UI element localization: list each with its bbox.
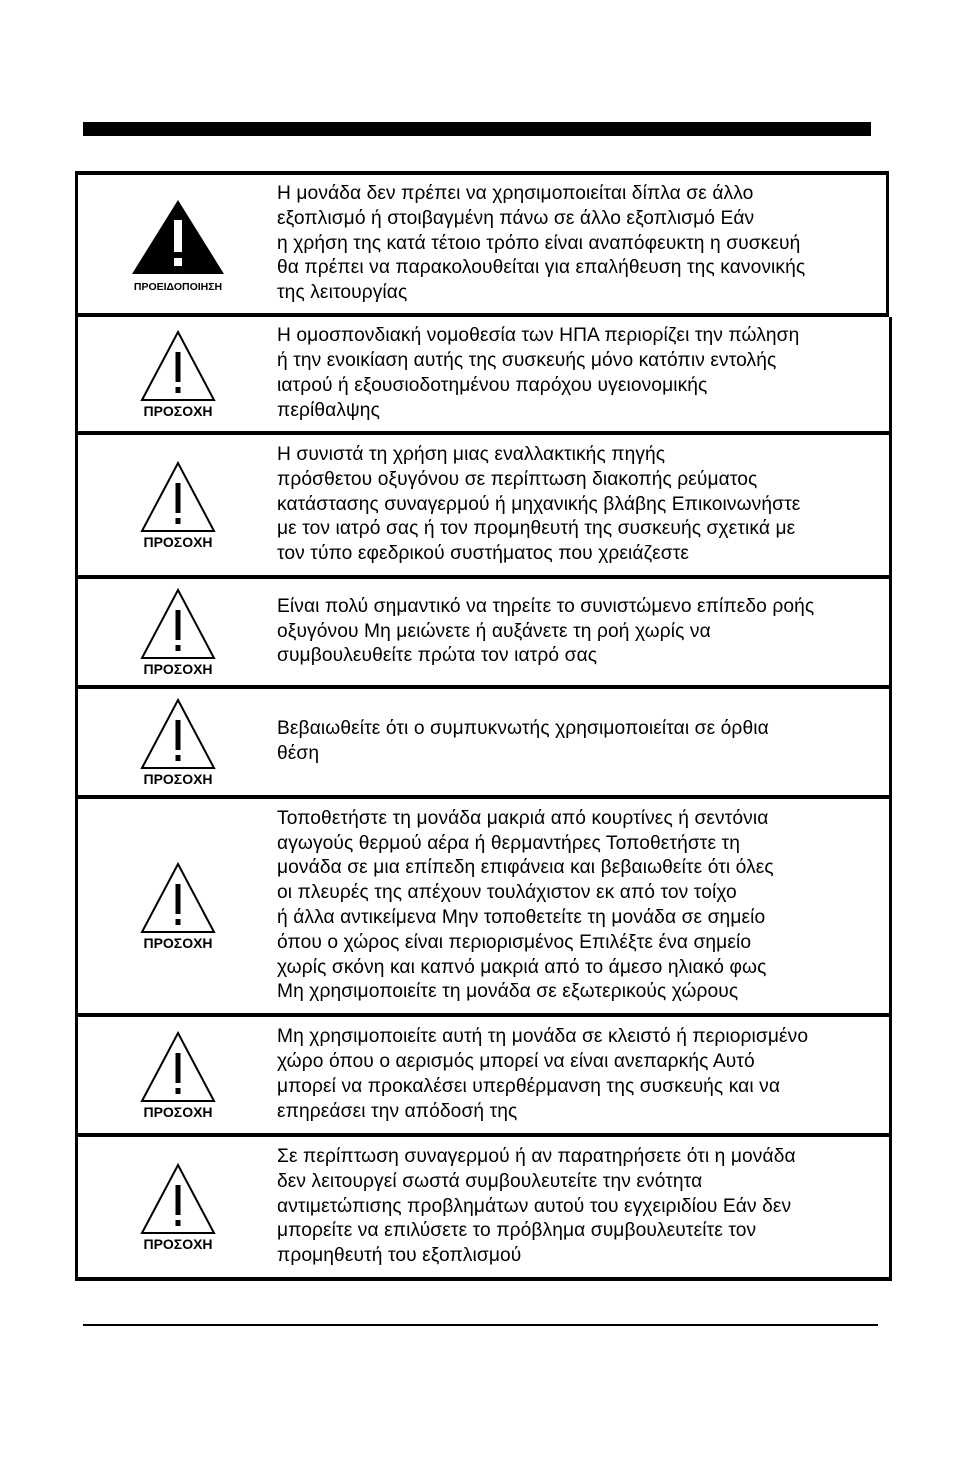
warning-text: Η μονάδα δεν πρέπει να χρησιμοποιείται δίπλα σε άλλο εξοπλισμό ή στοιβαγμένη πάνω σε άλλο εξοπλισμό Εάν η χρήση της κατά τέτοιο τρόπο είναι αναπόφευκτη η συσκευή θα πρέπει να παρακολουθείται για επαλήθευση της κανονικής της λειτουργίας: [277, 183, 806, 304]
caution-text: Μη χρησιμοποιείτε αυτή τη μονάδα σε κλειστό ή περιορισμένο χώρο όπου ο αερισμός μπορεί να είναι ανεπαρκής Αυτό μπορεί να προκαλέσει υπερθέρμανση της συσκευής και να επηρεάσει την απόδοσή της: [277, 1026, 809, 1122]
caution-text: Είναι πολύ σημαντικό να τηρείτε το συνιστώμενο επίπεδο ροής οξυγόνου Μη μειώνετε ή αυξάνετε τη ροή χωρίς να συμβουλευθείτε πρώτα τον ιατρό σας: [277, 595, 815, 667]
caution-text: Τοποθετήστε τη μονάδα μακριά από κουρτίνες ή σεντόνια αγωγούς θερμού αέρα ή θερμαντήρες Τοποθετήστε τη μονάδα σε μια επίπεδη επιφάνεια και βεβαιωθείτε ότι όλες οι πλευρές της απέχουν τουλάχιστον εκ από τον τοίχο ή άλλα αντικείμενα Μην τοποθετείτε τη μονάδα σε σημείο όπου ο χώρος είναι περιορισμένος Επιλέξτε ένα σημείο χωρίς σκόνη και καπνό μακριά από το άμεσο ηλιακό φως Μη χρησιμοποιείτε τη μονάδα σε εξωτερικούς χώρους: [277, 807, 774, 1003]
caution-notice-row: [75, 1137, 892, 1281]
caution-icon-cell: [78, 860, 277, 952]
caution-icon-label: ΠΡΟΣΟΧΗ: [142, 771, 213, 787]
caution-triangle-icon: [128, 860, 228, 952]
caution-triangle-icon: [128, 328, 228, 420]
caution-icon-label: ΠΡΟΣΟΧΗ: [142, 1236, 213, 1252]
caution-text: Βεβαιωθείτε ότι ο συμπυκνωτής χρησιμοποιείται σε όρθια θέση: [277, 718, 769, 764]
caution-icon-label: ΠΡΟΣΟΧΗ: [142, 403, 213, 419]
caution-notice-row: [75, 435, 892, 579]
caution-icon-label: ΠΡΟΣΟΧΗ: [142, 1104, 213, 1120]
caution-icon-cell: [78, 459, 277, 551]
caution-icon-cell: [78, 696, 277, 788]
warning-notice-row: [75, 171, 889, 317]
header-bar: [83, 122, 871, 136]
warning-icon-label: ΠΡΟΕΙΔΟΠΟΙΗΣΗ: [133, 281, 222, 292]
caution-triangle-icon: [128, 696, 228, 788]
caution-icon-cell: [78, 1161, 277, 1253]
warning-icon-cell: [78, 196, 277, 292]
caution-icon-cell: [78, 328, 277, 420]
caution-notice-row: [75, 579, 892, 689]
footer-rule: [83, 1324, 878, 1326]
caution-triangle-icon: [128, 586, 228, 678]
safety-notice-table: [75, 171, 892, 1281]
caution-text: Η συνιστά τη χρήση μιας εναλλακτικής πηγής πρόσθετου οξυγόνου σε περίπτωση διακοπής ρεύματος κατάστασης συναγερμού ή μηχανικής βλάβης Επικοινωνήστε με τον ιατρό σας ή τον προμηθευτή της συσκευής σχετικά με τον τύπο εφεδρικού συστήματος που χρειάζεστε: [277, 444, 801, 565]
warning-triangle-icon: [118, 196, 238, 292]
caution-icon-label: ΠΡΟΣΟΧΗ: [142, 534, 213, 550]
caution-notice-row: [75, 1017, 892, 1137]
caution-text: Σε περίπτωση συναγερμού ή αν παρατηρήσετε ότι η μονάδα δεν λειτουργεί σωστά συμβουλευτείτε την ενότητα αντιμετώπισης προβλημάτων αυτού του εγχειριδίου Εάν δεν μπορείτε να επιλύσετε το πρόβλημα συμβουλευτείτε τον προμηθευτή του εξοπλισμού: [277, 1146, 796, 1267]
caution-notice-row: [75, 799, 892, 1017]
caution-notice-row: [75, 317, 892, 435]
caution-notice-row: [75, 689, 892, 799]
caution-icon-cell: [78, 1029, 277, 1121]
caution-triangle-icon: [128, 1161, 228, 1253]
caution-icon-cell: [78, 586, 277, 678]
caution-icon-label: ΠΡΟΣΟΧΗ: [142, 935, 213, 951]
caution-triangle-icon: [128, 1029, 228, 1121]
caution-text: Η ομοσπονδιακή νομοθεσία των ΗΠΑ περιορίζει την πώληση ή την ενοικίαση αυτής της συσκευής μόνο κατόπιν εντολής ιατρού ή εξουσιοδοτημένου παρόχου υγειονομικής περίθαλψης: [277, 325, 800, 421]
caution-triangle-icon: [128, 459, 228, 551]
caution-icon-label: ΠΡΟΣΟΧΗ: [142, 661, 213, 677]
